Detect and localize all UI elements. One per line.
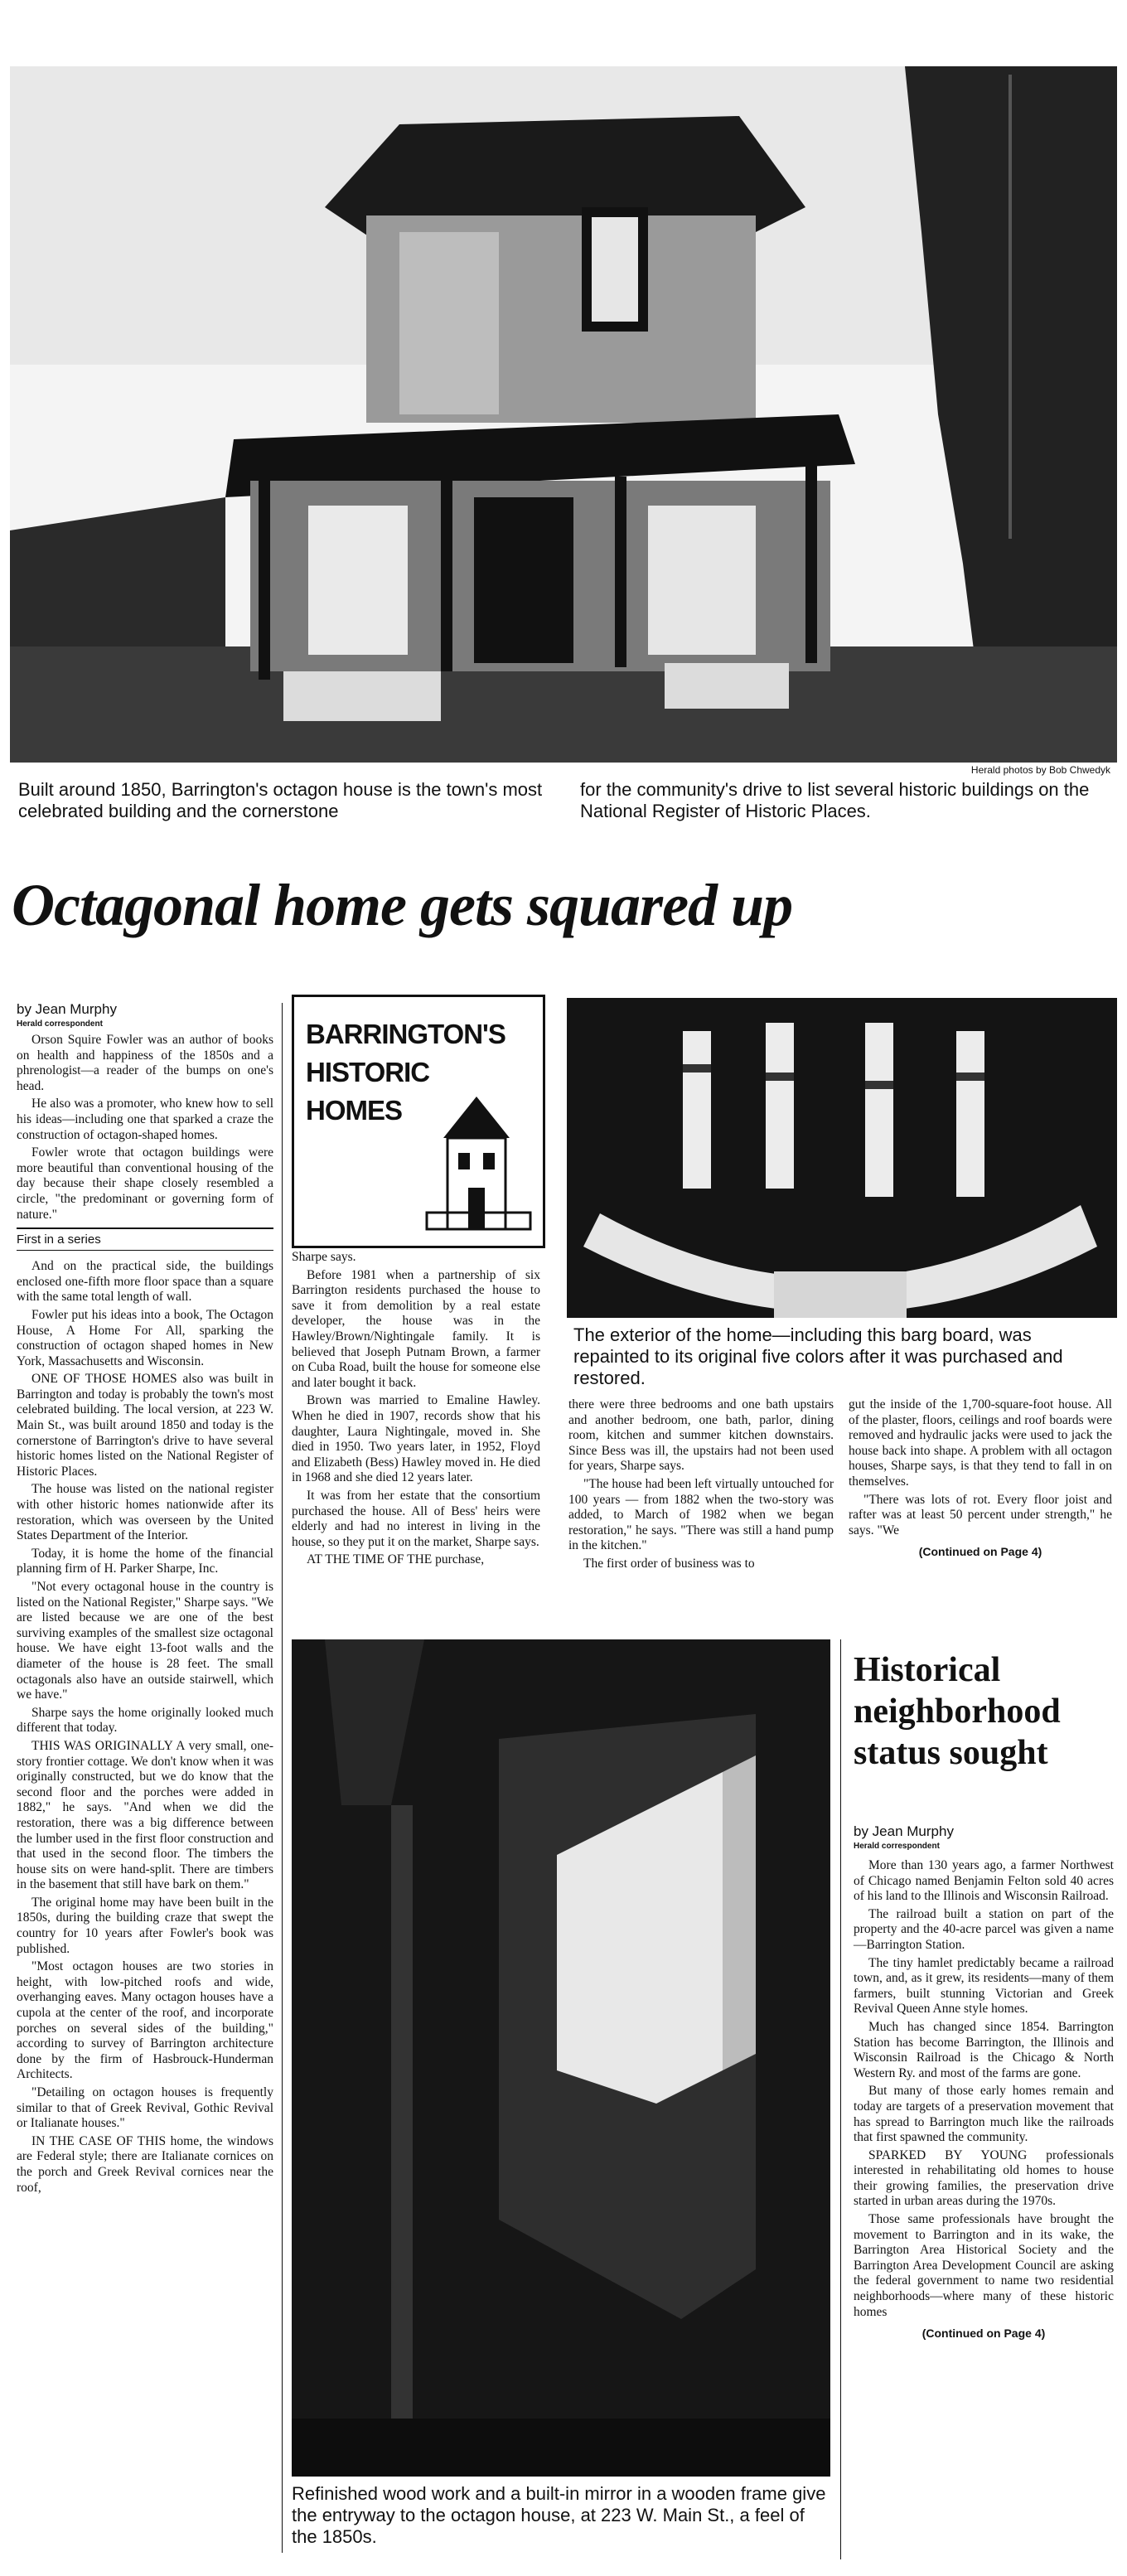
body-paragraph: Sharpe says.: [292, 1250, 356, 1264]
body-paragraph: Much has changed since 1854. Barrington Station has become Barrington, the Illinois and Wisconsin Railroad is the Chicago & North Western Ry. and most of the farms are gone.: [854, 2019, 1114, 2080]
body-paragraph: Fowler wrote that octagon buildings were more beautiful than conventional housing of the day because their shape closely resembled a circle, "the predominant or governing form of nature.": [17, 1145, 273, 1222]
body-paragraph: AT THE TIME OF THE purchase,: [307, 1552, 485, 1567]
body-paragraph: But many of those early homes remain and today are targets of a preservation movement that has spread to Barrington much like the railroads that first spawned the community.: [854, 2084, 1114, 2145]
article-column-4: [849, 1397, 1112, 1558]
victorian-house-icon: [418, 1088, 534, 1237]
body-paragraph: Sharpe says the home originally looked much different that today.: [17, 1705, 273, 1736]
body-paragraph: IN THE CASE OF THIS home, the windows are Federal style; there are Italianate cornices on the porch and Greek Revival cornices near the roof,: [17, 2133, 273, 2195]
sidebar-byline-role: Herald correspondent: [854, 1842, 940, 1851]
byline-role: Herald correspondent: [17, 1019, 103, 1029]
body-paragraph: Before 1981 when a partnership of six Barrington residents purchased the house to save it from demolition by a real estate developer, the house was in the Hawley/Brown/Nightingale family. It is believed that Joseph Putnam Brown, a farmer on Cuba Road, built the house for someone else and later bought it back.: [292, 1267, 540, 1390]
body-paragraph: And on the practical side, the buildings enclosed one-fifth more floor space than a square with the same total length of wall.: [17, 1259, 273, 1305]
body-paragraph: "Not every octagonal house in the country is listed on the National Register," Sharpe says. "We are listed because we are one of the best surviving examples of the smallest size octagonal house. We have eight 13-foot walls and the diameter of the house is 28 feet. The small octagonals also have an outside stairwell, which we have.": [17, 1580, 273, 1702]
body-paragraph: Brown was married to Emaline Hawley. When he died in 1907, records show that his daughter, Laura Nightingale, moved in. She died in 1950. Two years later, in 1952, Floyd and Elizabeth (Bess) Hawley moved in. He died in 1968 and she died 12 years later.: [292, 1393, 540, 1485]
body-paragraph: ONE OF THOSE HOMES also was built in Barrington and today is probably the town's most celebrated building. The local version, at 223 W. Main St., was built around 1850 and today is the cornerstone of Barrington's drive to have several historic homes listed on the National Register of Historic Places.: [17, 1372, 273, 1479]
column-divider: [282, 1003, 283, 2553]
body-paragraph: The original home may have been built in the 1850s, during the building craze that swept the country for 10 years after Fowler's book was published.: [17, 1895, 273, 1956]
body-paragraph: The railroad built a station on part of the property and the 40-acre parcel was given a name—Barrington Station.: [854, 1906, 1114, 1952]
top-photo-caption-right: for the community's drive to list several historic buildings on the National Register of Historic Places.: [580, 779, 1090, 821]
body-paragraph: It was from her estate that the consortium purchased the house. All of Bess' heirs were elderly and had no interest in living in the house, so they put it on the market, Sharpe says.: [292, 1488, 540, 1549]
series-logo: [292, 995, 545, 1248]
sidebar-headline: Historical neighborhood status sought: [854, 1651, 1061, 1772]
body-paragraph: "Most octagon houses are two stories in height, with low-pitched roofs and wide, overhanging eaves. Many octagon houses have a cupola at the center of the roof, and incorporate porches on several sides of the building," according to survey of Barrington architecture done by the firm of Hasbrouck-Hunderman Architects.: [17, 1959, 273, 2082]
photo-credit: Herald photos by Bob Chwedyk: [970, 764, 1110, 776]
body-paragraph: gut the inside of the 1,700-square-foot house. All of the plaster, floors, ceilings and roof boards were removed and hydraulic jacks were used to jack the house back into shape. A problem with all octagon houses, Sharpe says, is that they tend to fall in on themselves.: [849, 1397, 1112, 1489]
octagon-house-photo: [10, 66, 1117, 763]
body-paragraph: Those same professionals have brought the movement to Barrington and in its wake, the Barrington Area Historical Society and the Barrington Area Development Council are asking the federal government to name two residential neighborhoods—where many of these historic homes: [854, 2212, 1114, 2319]
article-column-1: [17, 1033, 273, 2198]
series-logo-line2: HISTORIC: [306, 1057, 430, 1087]
body-paragraph: there were three bedrooms and one bath upstairs and another bedroom, one bath, parlor, dining room, kitchen and summer kitchen downstairs. Since Bess was ill, the upstairs had not been used for years, Sharpe says.: [568, 1397, 834, 1474]
article-column-3: [568, 1397, 834, 1575]
continued-notice: (Continued on Page 4): [918, 1545, 1042, 1559]
body-paragraph: More than 130 years ago, a farmer Northwest of Chicago named Benjamin Felton sold 40 acres of his land to the Illinois and Wisconsin Railroad.: [854, 1858, 1114, 1904]
body-paragraph: "There was lots of rot. Every floor joist and rafter was at least 50 percent under strength," he says. "We: [849, 1492, 1112, 1537]
series-label: First in a series: [17, 1227, 273, 1251]
entryway-caption: Refinished wood work and a built-in mirror in a wooden frame give the entryway to the octagon house, at 223 W. Main St., a feel of the 1850s.: [292, 2483, 826, 2547]
body-paragraph: The tiny hamlet predictably became a railroad town, and, as it grew, its residents—many of them farmers, built stunning Victorian and Greek Revival Queen Anne style homes.: [854, 1955, 1114, 2017]
sidebar-byline-author: by Jean Murphy: [854, 1823, 954, 1839]
sidebar-divider: [840, 1639, 841, 2559]
byline-author: by Jean Murphy: [17, 1001, 117, 1017]
barge-board-caption: The exterior of the home—including this barg board, was repainted to its original five colors after it was purchased and restored.: [573, 1324, 1063, 1388]
body-paragraph: He also was a promoter, who knew how to sell his ideas—including one that sparked a craze the construction of octagon-shaped homes.: [17, 1097, 273, 1142]
body-paragraph: "Detailing on octagon houses is frequently similar to that of Greek Revival, Gothic Revival or Italianate houses.": [17, 2085, 273, 2131]
page-headline: Octagonal home gets squared up: [12, 872, 793, 938]
body-paragraph: Orson Squire Fowler was an author of books on health and happiness of the 1850s and a phrenologist—a reader of the bumps on one's head.: [17, 1033, 273, 1093]
body-paragraph: THIS WAS ORIGINALLY A very small, one-story frontier cottage. We don't know when it was originally constructed, but we do know that the second floor and the porches were added in 1882," he says. "And when we did the restoration, there was a big difference between the lumber used in the first floor construction and that used in the second floor. The timbers the house sits on were hand-split. There are timbers in the basement that still have bark on them.": [17, 1738, 273, 1892]
body-paragraph: The first order of business was to: [583, 1556, 755, 1571]
body-paragraph: Today, it is home the home of the financial planning firm of H. Parker Sharpe, Inc.: [17, 1546, 273, 1576]
series-logo-line1: BARRINGTON'S: [306, 1019, 505, 1049]
article-column-2: [292, 1250, 540, 1571]
sidebar-body: [854, 1858, 1114, 2340]
body-paragraph: The house was listed on the national register with other historic homes nationwide after its restoration, which was overseen by the United States Department of the Interior.: [17, 1482, 273, 1543]
top-photo-caption-left: Built around 1850, Barrington's octagon house is the town's most celebrated building and the cornerstone: [18, 779, 543, 821]
barge-board-photo: [567, 998, 1117, 1318]
body-paragraph: "The house had been left virtually untouched for 100 years — from 1882 when the two-story was added, to March of 1982 when we began restoration," he says. "There was still a hand pump in the kitchen.": [568, 1476, 834, 1553]
body-paragraph: Fowler put his ideas into a book, The Octagon House, A Home For All, sparking the construction of octagon shaped homes in New York, Massachusetts and Wisconsin.: [17, 1307, 273, 1368]
entryway-mirror-photo: [292, 1639, 830, 2477]
series-logo-line3: HOMES: [306, 1095, 403, 1126]
sidebar-continued-notice: (Continued on Page 4): [921, 2327, 1046, 2341]
body-paragraph: SPARKED BY YOUNG professionals interested in rehabilitating old homes to house their growing families, the preservation drive started in urban areas during the 1970s.: [854, 2147, 1114, 2209]
